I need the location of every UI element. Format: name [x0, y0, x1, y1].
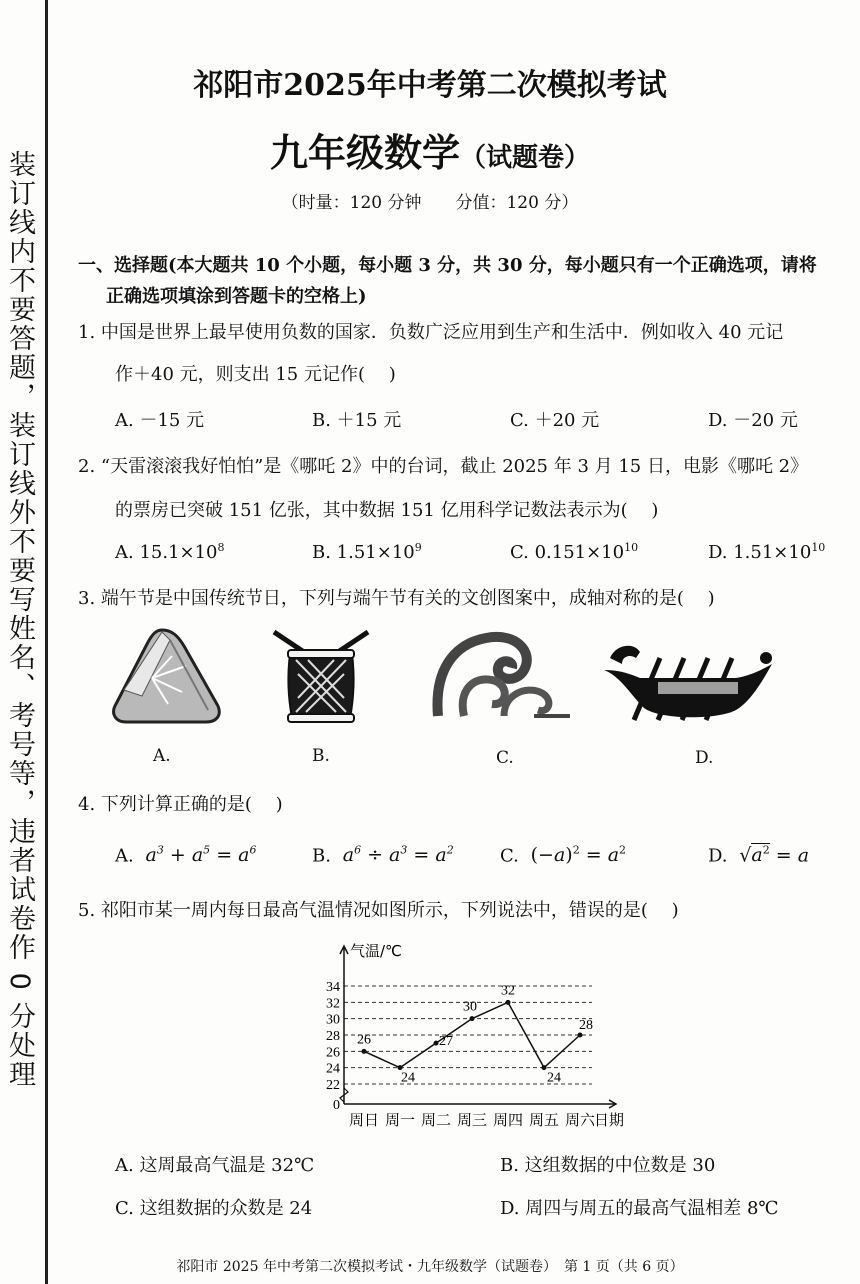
binding-margin-note: 装订线内不要答题，装订线外不要写姓名、考号等，违者试卷作 0 分处理 [4, 150, 35, 1090]
exam-subject-title [0, 122, 860, 177]
q3-option-d-label: D. [695, 748, 714, 768]
q3-option-b-label: B. [312, 746, 330, 766]
data-label: 24 [547, 1070, 561, 1086]
y-tick-label: 26 [326, 1045, 340, 1061]
q3-option-a-label: A. [153, 746, 171, 766]
y-tick-label: 28 [326, 1029, 340, 1044]
q1-option-a: A. －15 元 [115, 410, 205, 431]
x-tick-label: 周一 [384, 1111, 416, 1129]
q2-option-d: D. $1.51\times 10^{10}$ [708, 541, 826, 563]
q2-option-a: A. $15.1\times 10^8$ [115, 541, 225, 563]
time-score-info: （时量：120 分钟 分值：120 分） [281, 193, 579, 213]
q2-option-b: B. $1.51\times 10^9$ [312, 541, 422, 563]
x-tick-label: 周日 [348, 1111, 380, 1129]
q5-option-a: A. 这周最高气温是 32℃ [115, 1155, 315, 1176]
y-tick-label: 22 [326, 1078, 340, 1093]
q4-option-a: A. $a^3 + a^5 = a^6$ [115, 844, 257, 867]
q4-option-c: C. $(-a)^2 = a^2$ [500, 844, 627, 867]
wave-pattern-c [434, 630, 570, 718]
data-label: 28 [579, 1018, 593, 1033]
y-tick-label: 30 [326, 1012, 340, 1028]
data-point [470, 1016, 475, 1021]
q1-option-d: D. －20 元 [708, 410, 798, 431]
q4-option-d: D. $√a^2 = a$ [708, 844, 810, 867]
q4-stem: 4. 下列计算正确的是( ) [78, 794, 283, 815]
data-point [362, 1049, 367, 1054]
subject-suffix: （试题卷） [460, 143, 591, 173]
q3-option-c-label: C. [496, 748, 514, 768]
section-heading-line2: 正确选项填涂到答题卡的空格上) [106, 286, 367, 307]
q5-option-c: C. 这组数据的众数是 24 [115, 1198, 313, 1219]
q5-option-d: D. 周四与周五的最高气温相差 8℃ [500, 1198, 779, 1219]
q2-option-c: C. $0.151\times 10^{10}$ [510, 541, 639, 563]
data-point [398, 1065, 403, 1070]
q1-option-c: C. ＋20 元 [510, 410, 600, 431]
x-axis-label: 日期 [594, 1111, 625, 1129]
data-label: 30 [463, 999, 477, 1015]
q3-stem: 3. 端午节是中国传统节日，下列与端午节有关的文创图案中，成轴对称的是( ) [78, 588, 715, 609]
data-point [434, 1041, 439, 1046]
y-tick-label: 0 [333, 1098, 340, 1113]
data-label: 27 [439, 1034, 453, 1050]
x-tick-label: 周六 [564, 1111, 596, 1129]
section-heading-line1: 一、选择题(本大题共 10 个小题，每小题 3 分，共 30 分，每小题只有一个正确选项，请将 [78, 255, 817, 276]
drum-pattern-b [268, 628, 374, 724]
data-label: 24 [401, 1070, 415, 1086]
data-point [506, 1000, 511, 1005]
exam-title: 祁阳市2025年中考第二次模拟考试 [193, 68, 667, 103]
q2-stem-line1: 2. “天雷滚滚我好怕怕”是《哪吒 2》中的台词，截止 2025 年 3 月 15 日，电影《哪吒 2》 [78, 456, 809, 477]
x-tick-label: 周三 [456, 1111, 488, 1129]
y-axis-label: 气温/℃ [350, 942, 402, 960]
data-point [542, 1065, 547, 1070]
temperature-line-chart [318, 936, 625, 1129]
y-tick-label: 32 [326, 996, 340, 1012]
q1-stem-line1: 1. 中国是世界上最早使用负数的国家．负数广泛应用到生产和生活中．例如收入 40 元记 [78, 322, 784, 343]
subject-name: 九年级数学 [269, 130, 460, 175]
y-tick-label: 34 [326, 980, 340, 995]
x-tick-label: 周二 [420, 1111, 452, 1129]
q2-stem-line2: 的票房已突破 151 亿张，其中数据 151 亿用科学记数法表示为( ) [115, 500, 659, 521]
q5-option-b: B. 这组数据的中位数是 30 [500, 1155, 716, 1176]
data-label: 26 [357, 1032, 371, 1048]
page-footer: 祁阳市 2025 年中考第二次模拟考试・九年级数学（试题卷） 第 1 页（共 6 页） [176, 1259, 684, 1275]
y-tick-label: 24 [326, 1061, 340, 1077]
q4-option-b: B. $a^6 \div a^3 = a^2$ [312, 844, 454, 867]
q1-stem-line2: 作＋40 元，则支出 15 元记作( ) [115, 364, 396, 385]
q5-stem: 5. 祁阳市某一周内每日最高气温情况如图所示，下列说法中，错误的是( ) [78, 900, 679, 921]
data-point [578, 1033, 583, 1038]
q1-option-b: B. ＋15 元 [312, 410, 402, 431]
zongzi-pattern-a [112, 626, 224, 726]
x-tick-label: 周五 [528, 1111, 560, 1129]
data-label: 32 [501, 983, 515, 999]
dragon-boat-pattern-d [600, 636, 776, 726]
x-tick-label: 周四 [492, 1111, 524, 1129]
